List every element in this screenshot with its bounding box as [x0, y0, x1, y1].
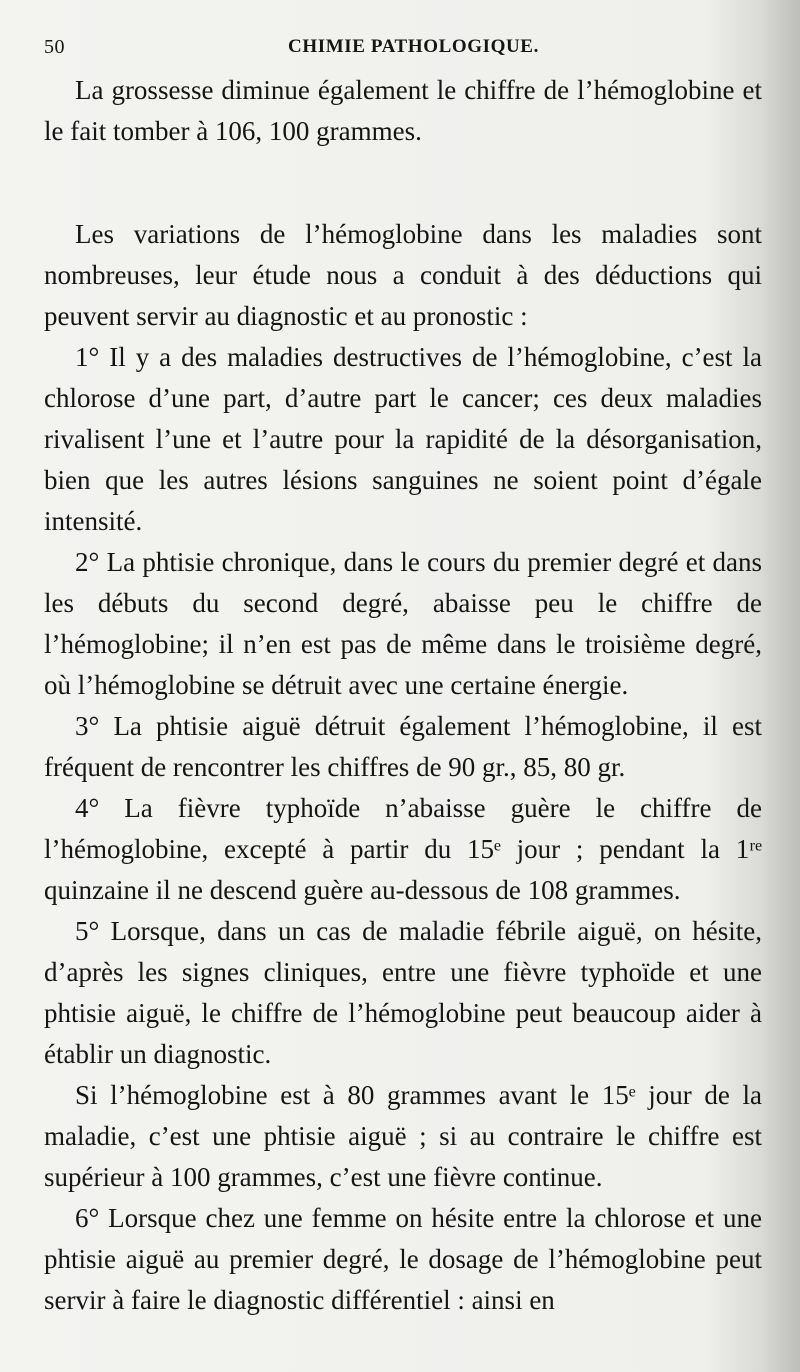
page-number: 50	[44, 36, 65, 58]
paragraph: Les variations de l’hémoglobine dans les maladies sont nombreuses, leur étude nous a conduit à des déductions qui peuvent servir au diagnostic et au pronostic :	[44, 219, 762, 331]
page-header-title: CHIMIE PATHOLOGIQUE.	[288, 36, 539, 57]
paragraph: 2° La phtisie chronique, dans le cours du premier degré et dans les débuts du second degré, abaisse peu le chiffre de l’hémoglobine; il n’en est pas de même dans le troisième degré, où l’hémoglobine se détruit avec une certaine énergie.	[44, 547, 762, 700]
paragraph: 4° La fièvre typhoïde n’abaisse guère le chiffre de l’hémoglobine, excepté à partir du 15ᵉ jour ; pendant la 1ʳᵉ quinzaine il ne descend guère au-dessous de 108 grammes.	[44, 793, 762, 905]
paragraph: 5° Lorsque, dans un cas de maladie fébrile aiguë, on hésite, d’après les signes cliniques, entre une fièvre typhoïde et une phtisie aiguë, le chiffre de l’hémoglobine peut beaucoup aider à établir un diagnostic.	[44, 916, 762, 1069]
paragraph: La grossesse diminue également le chiffre de l’hémoglobine et le fait tomber à 106, 100 grammes.	[44, 75, 762, 146]
running-header	[44, 30, 604, 64]
paragraph: Si l’hémoglobine est à 80 grammes avant le 15ᵉ jour de la maladie, c’est une phtisie aiguë ; si au contraire le chiffre est supérieur à 100 grammes, c’est une fièvre continue.	[44, 1080, 762, 1192]
paragraph: 6° Lorsque chez une femme on hésite entre la chlorose et une phtisie aiguë au premier degré, le dosage de l’hémoglobine peut servir à faire le diagnostic différentiel : ainsi en	[44, 1203, 762, 1315]
paragraph: 3° La phtisie aiguë détruit également l’hémoglobine, il est fréquent de rencontrer les chiffres de 90 gr., 85, 80 gr.	[44, 711, 762, 782]
paragraph: 1° Il y a des maladies destructives de l’hémoglobine, c’est la chlorose d’une part, d’autre part le cancer; ces deux maladies rivalisent l’une et l’autre pour la rapidité de la désorganisation, bien que les autres lésions sanguines ne soient point d’égale intensité.	[44, 342, 762, 536]
main-text	[44, 70, 762, 1321]
